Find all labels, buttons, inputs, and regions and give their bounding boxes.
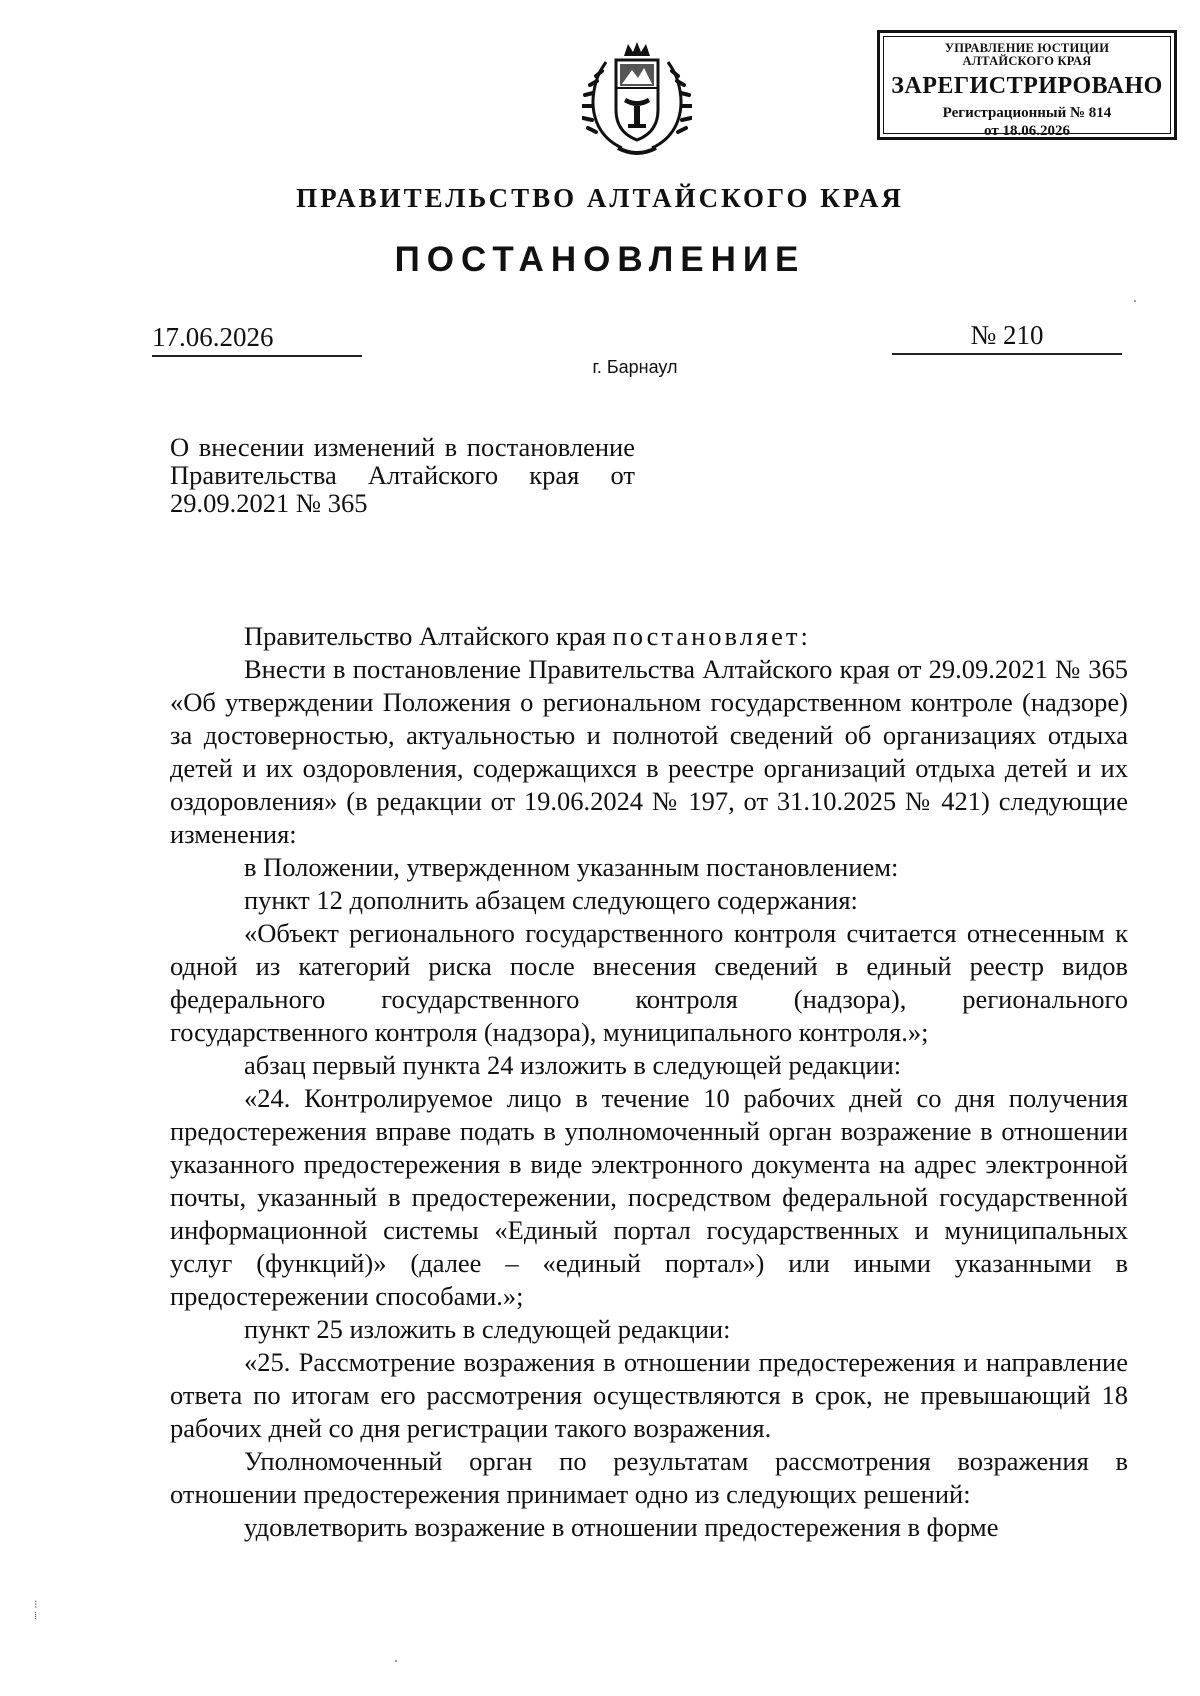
stamp-authority-line1: УПРАВЛЕНИЕ ЮСТИЦИИ [944, 41, 1110, 55]
stamp-status: ЗАРЕГИСТРИРОВАНО [891, 73, 1163, 100]
scan-speck [395, 1660, 397, 1662]
registration-stamp-frame [883, 36, 1171, 140]
body-paragraph-6: «24. Контролируемое лицо в течение 10 рабочих дней со дня получения предостережения вправе подать в уполномоченный орган возражение в отношении указанного предостережения в виде электронного документа на адрес электронной почты, указанный в предостережении, посредством федеральной государственной информационной системы «Единый портал государственных и муниципальных услуг (функций)» (далее – «единый портал») или иными указанными в предостережении способами.»; [170, 1083, 1128, 1311]
document-date: 17.06.2026 [152, 322, 362, 357]
body-paragraph-3: пункт 12 дополнить абзацем следующего содержания: [244, 885, 858, 915]
government-title: ПРАВИТЕЛЬСТВО АЛТАЙСКОГО КРАЯ [296, 183, 904, 213]
scan-margin-mark: ⁝ ⁞ [34, 1599, 38, 1622]
body-paragraph-2: в Положении, утвержденном указанным постановлением: [244, 852, 899, 882]
intro-paragraph [170, 620, 1128, 653]
body-paragraph-10: удовлетворить возражение в отношении предостережения в форме [244, 1512, 999, 1542]
body-paragraph-8: «25. Рассмотрение возражения в отношении предостережения и направление ответа по итогам его рассмотрения осуществляются в срок, не превышающий 18 рабочих дней со дня регистрации такого возражения. [170, 1347, 1128, 1443]
body-paragraph-7: пункт 25 изложить в следующей редакции: [244, 1314, 731, 1344]
registration-stamp [877, 30, 1177, 140]
document-city: г. Барнаул [592, 357, 678, 377]
intro-suffix: : [800, 621, 808, 651]
stamp-reg-date: от 18.06.2026 [984, 123, 1070, 140]
document-subject: О внесении изменений в постановление Правительства Алтайского края от 29.09.2021 № 365 [170, 432, 635, 518]
body-paragraph-5: абзац первый пункта 24 изложить в следующей редакции: [244, 1050, 902, 1080]
intro-spaced-verb: постановляет [612, 621, 801, 651]
intro-prefix: Правительство Алтайского края [244, 621, 613, 651]
stamp-authority-line2: АЛТАЙСКОГО КРАЯ [962, 54, 1092, 69]
scan-speck [1134, 300, 1136, 302]
body-paragraph-9: Уполномоченный орган по результатам рассмотрения возражения в отношении предостережения принимает одно из следующих решений: [170, 1446, 1128, 1509]
body-paragraph-4: «Объект регионального государственного контроля считается отнесенным к одной из категорий риска после внесения сведений в единый реестр видов федерального государственного контроля (надзора), регионального государственного контроля (надзора), муниципального контроля.»; [170, 918, 1128, 1047]
body-paragraph-1: Внести в постановление Правительства Алтайского края от 29.09.2021 № 365 «Об утверждении Положения о региональном государственном контроле (надзоре) за достоверностью, актуальностью и полнотой сведений об организациях отдыха детей и их оздоровления, содержащихся в реестре организаций отдыха детей и их оздоровления» (в редакции от 19.06.2024 № 197, от 31.10.2025 № 421) следующие изменения: [170, 654, 1128, 849]
document-body [170, 620, 1128, 1544]
stamp-reg-number: Регистрационный № 814 [942, 105, 1112, 122]
coat-of-arms-emblem [582, 40, 692, 158]
document-number: № 210 [892, 320, 1122, 355]
document-type-title: ПОСТАНОВЛЕНИЕ [394, 240, 806, 279]
